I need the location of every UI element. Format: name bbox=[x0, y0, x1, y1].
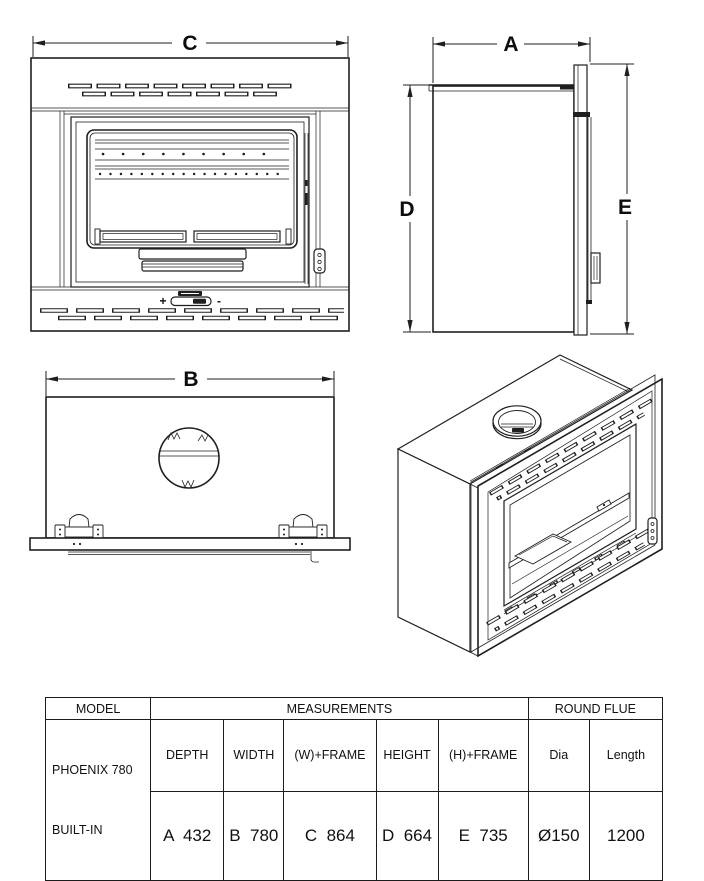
install-type: BUILT-IN bbox=[52, 823, 103, 837]
door-latch[interactable] bbox=[314, 249, 325, 273]
value-h-frame: E 735 bbox=[438, 791, 528, 880]
dim-label-c: C bbox=[182, 32, 198, 55]
col-header-length: Length bbox=[589, 720, 662, 792]
col-header-depth: DEPTH bbox=[151, 720, 224, 792]
isometric-view bbox=[398, 355, 662, 656]
col-header-height: HEIGHT bbox=[376, 720, 438, 792]
col-header-w-frame: (W)+FRAME bbox=[284, 720, 376, 792]
col-header-width: WIDTH bbox=[224, 720, 284, 792]
model-name: PHOENIX 780 bbox=[52, 763, 133, 777]
model-header: MODEL bbox=[46, 698, 151, 720]
value-flue-dia: Ø150 bbox=[528, 791, 589, 880]
side-handle bbox=[591, 253, 600, 283]
dim-label-e: E bbox=[617, 196, 633, 219]
air-slider[interactable] bbox=[171, 297, 211, 306]
air-minus-label: - bbox=[217, 294, 221, 308]
dim-label-a: A bbox=[503, 33, 519, 56]
side-view bbox=[399, 33, 634, 335]
spec-table bbox=[45, 697, 663, 881]
top-view bbox=[30, 368, 350, 562]
dim-label-b: B bbox=[183, 368, 199, 391]
dim-label-d: D bbox=[399, 198, 415, 221]
flue-collar bbox=[159, 428, 219, 488]
round-flue-header: ROUND FLUE bbox=[528, 698, 662, 720]
model-cell bbox=[46, 720, 151, 881]
value-w-frame: C 864 bbox=[284, 791, 376, 880]
value-width: B 780 bbox=[224, 791, 284, 880]
iso-door-latch bbox=[648, 518, 657, 544]
col-header-h-frame: (H)+FRAME bbox=[438, 720, 528, 792]
top-view-handle bbox=[311, 551, 319, 562]
air-plus-label: + bbox=[159, 294, 167, 308]
col-header-dia: Dia bbox=[528, 720, 589, 792]
value-height: D 664 bbox=[376, 791, 438, 880]
value-depth: A 432 bbox=[151, 791, 224, 880]
measurements-header: MEASUREMENTS bbox=[151, 698, 529, 720]
iso-flue-collar bbox=[493, 406, 541, 439]
front-view bbox=[31, 32, 349, 331]
value-flue-length: 1200 bbox=[589, 791, 662, 880]
